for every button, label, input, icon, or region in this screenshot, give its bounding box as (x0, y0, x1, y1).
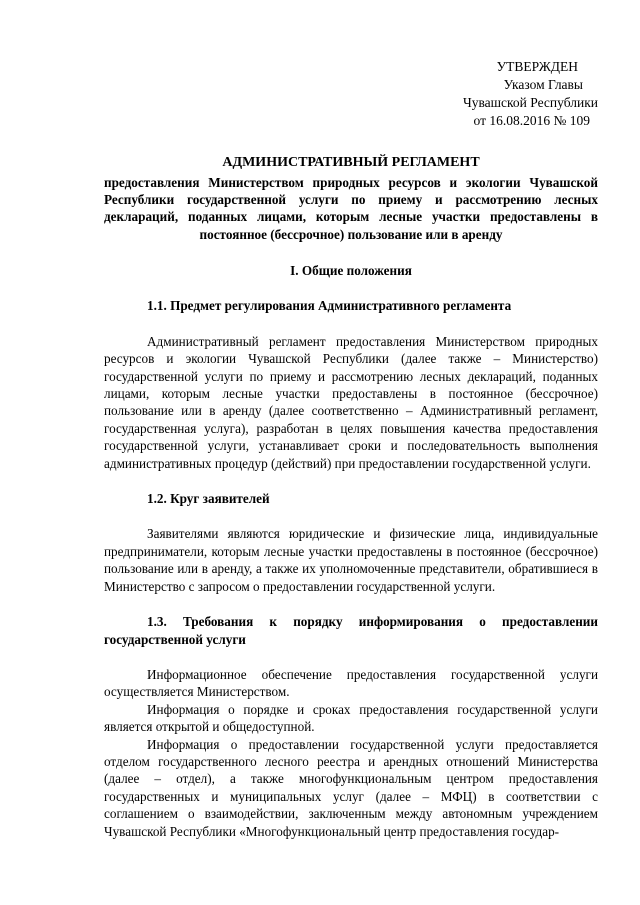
approval-authority: Указом Главы (503, 77, 583, 92)
approval-stamp (440, 58, 598, 130)
subsection-heading-1-2: 1.2. Круг заявителей (147, 491, 270, 507)
document-subtitle: предоставления Министерством природных ресурсов и экологии Чувашской Республики государственной услуги по приему и рассмотрению лесных деклараций, поданных лицами, которым лесные участки предоставлены в постоянное (бессрочное) пользование или в аренду (104, 175, 598, 242)
approval-region: Чувашской Республики (462, 95, 598, 110)
paragraph-1-2: Заявителями являются юридические и физические лица, индивидуальные предприниматели, которым лесные участки предоставлены в постоянное (бессрочное) пользование или в аренду, а также их уполномоченные представители, обратившиеся в Министерство с запросом о предоставлении государственной услуги. (104, 526, 598, 594)
paragraph-1-3-a: Информационное обеспечение предоставления государственной услуги осуществляется Министерством. (104, 666, 598, 700)
paragraph-1-1: Административный регламент предоставления Министерством природных ресурсов и экологии Чувашской Республики (далее также – Министерство) государственной услуги по приему и рассмотрению лесных деклараций, поданных лицами, которым лесные участки предоставлены в постоянное (бессрочное) пользование или в аренду (далее соответственно – Административный регламент, государственная услуга), разработан в целях повышения качества предоставления государственной услуги, устанавливает сроки и последовательность выполнения административных процедур (действий) при предоставлении государственной услуги. (104, 333, 598, 471)
document-title-block (104, 154, 598, 243)
document-title: АДМИНИСТРАТИВНЫЙ РЕГЛАМЕНТ (222, 155, 480, 170)
approval-date-number: от 16.08.2016 № 109 (473, 113, 590, 128)
section-heading-general: I. Общие положения (290, 263, 412, 278)
paragraph-1-3-c: Информация о предоставлении государственной услуги предоставляется отделом государственного лесного реестра и арендных отношений Министерства (далее – отдел), а также многофункциональным центром предоставления государственных и муниципальных услуг (далее – МФЦ) в соответствии с соглашением о взаимодействии, заключенным между автономным учреждением Чувашской Республики «Многофункциональный центр предоставления государ- (104, 736, 598, 839)
document-body (104, 262, 598, 840)
subsection-heading-1-1: 1.1. Предмет регулирования Административного регламента (147, 298, 512, 314)
approval-status: УТВЕРЖДЕН (496, 59, 578, 74)
paragraph-1-3-b: Информация о порядке и сроках предоставления государственной услуги является открытой и общедоступной. (104, 701, 598, 735)
subsection-heading-1-3: 1.3. Требования к порядку информирования о предоставлении государственной услуги (104, 614, 598, 647)
